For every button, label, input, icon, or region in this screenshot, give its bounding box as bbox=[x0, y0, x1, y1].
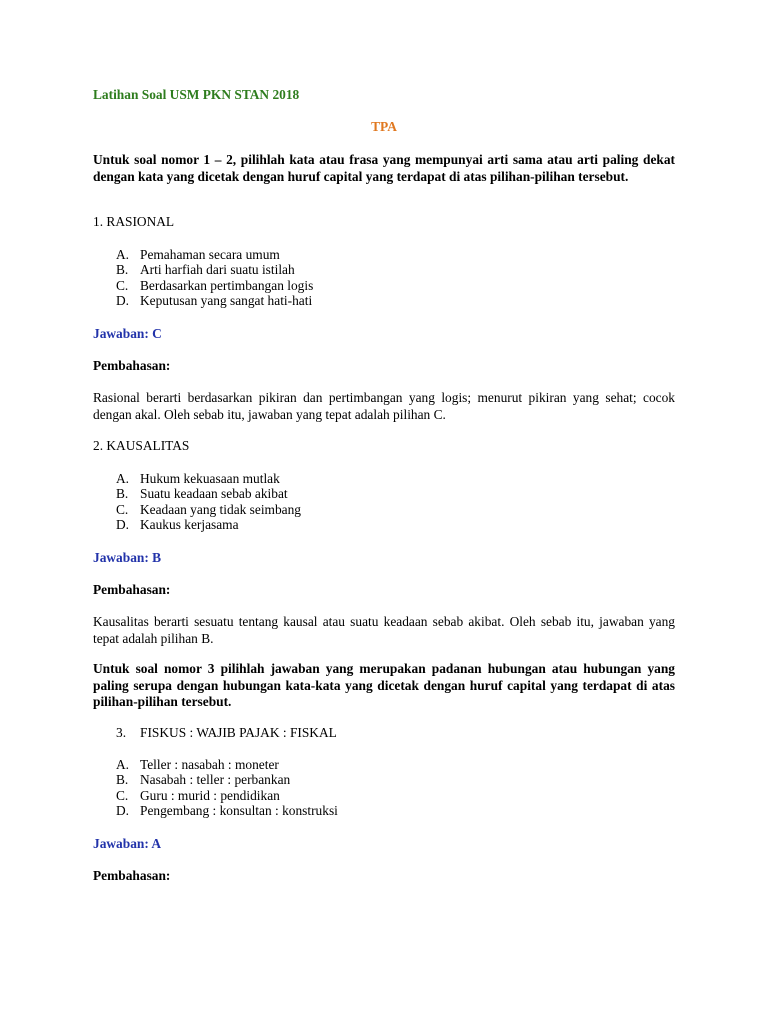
instruction-2: Untuk soal nomor 3 pilihlah jawaban yang merupakan padanan hubungan atau hubungan yang paling serupa dengan hubungan kata-kata yang dicetak dengan huruf capital yang terdapat di atas pilihan-pilihan tersebut. bbox=[93, 661, 675, 709]
document-title: Latihan Soal USM PKN STAN 2018 bbox=[93, 87, 300, 102]
option-text: Pengembang : konsultan : konstruksi bbox=[140, 802, 338, 818]
option-text: Arti harfiah dari suatu istilah bbox=[140, 262, 295, 278]
question-1-options bbox=[93, 247, 675, 308]
option-text: Pemahaman secara umum bbox=[140, 247, 280, 262]
option-letter: D. bbox=[116, 292, 130, 308]
option-letter: C. bbox=[116, 787, 129, 803]
instruction-1: Untuk soal nomor 1 – 2, pilihlah kata atau frasa yang mempunyai arti sama atau arti paling dekat dengan kata yang dicetak dengan huruf capital yang terdapat di atas pilihan-pilihan tersebut. bbox=[93, 152, 675, 184]
option-text: Keadaan yang tidak seimbang bbox=[140, 501, 302, 517]
option-letter: B. bbox=[116, 486, 129, 502]
question-1-discussion: Rasional berarti berdasarkan pikiran dan pertimbangan yang logis; menurut pikiran yang sehat; cocok dengan akal. Oleh sebab itu, jawaban yang tepat adalah pilihan C. bbox=[93, 390, 675, 422]
option-letter: C. bbox=[116, 501, 129, 517]
question-2-discussion: Kausalitas berarti sesuatu tentang kausal atau suatu keadaan sebab akibat. Oleh sebab itu, jawaban yang tepat adalah pilihan B. bbox=[93, 614, 675, 646]
option-d bbox=[93, 293, 675, 308]
option-text: Suatu keadaan sebab akibat bbox=[140, 486, 288, 502]
option-a bbox=[93, 757, 675, 772]
option-letter: C. bbox=[116, 277, 129, 293]
question-3-options bbox=[93, 757, 675, 818]
option-c bbox=[93, 502, 675, 517]
option-letter: A. bbox=[116, 757, 130, 772]
option-letter: A. bbox=[116, 471, 130, 486]
option-letter: B. bbox=[116, 772, 129, 788]
option-b bbox=[93, 772, 675, 787]
question-3-number: 3. bbox=[116, 725, 127, 740]
option-letter: D. bbox=[116, 516, 130, 532]
question-1-answer: Jawaban: C bbox=[93, 326, 162, 341]
option-text: Berdasarkan pertimbangan logis bbox=[140, 277, 314, 293]
option-b bbox=[93, 262, 675, 277]
option-letter: A. bbox=[116, 247, 130, 262]
option-b bbox=[93, 486, 675, 501]
option-letter: D. bbox=[116, 802, 130, 818]
section-heading: TPA bbox=[371, 119, 397, 134]
option-text: Hukum kekuasaan mutlak bbox=[140, 471, 280, 486]
question-2-options bbox=[93, 471, 675, 532]
option-d bbox=[93, 517, 675, 532]
question-1-heading: 1. RASIONAL bbox=[93, 214, 175, 229]
option-a bbox=[93, 471, 675, 486]
option-letter: B. bbox=[116, 262, 129, 278]
option-text: Nasabah : teller : perbankan bbox=[140, 772, 291, 788]
question-2-discussion-label: Pembahasan: bbox=[93, 582, 171, 597]
question-3-text: FISKUS : WAJIB PAJAK : FISKAL bbox=[140, 725, 337, 740]
question-2-answer: Jawaban: B bbox=[93, 550, 162, 565]
option-c bbox=[93, 788, 675, 803]
option-text: Keputusan yang sangat hati-hati bbox=[140, 292, 313, 308]
option-c bbox=[93, 278, 675, 293]
option-text: Guru : murid : pendidikan bbox=[140, 787, 280, 803]
option-text: Kaukus kerjasama bbox=[140, 516, 239, 532]
question-3-discussion-label: Pembahasan: bbox=[93, 868, 171, 883]
question-3-answer: Jawaban: A bbox=[93, 836, 162, 851]
question-3-heading bbox=[93, 725, 698, 742]
question-2-heading: 2. KAUSALITAS bbox=[93, 438, 190, 453]
option-a bbox=[93, 247, 675, 262]
option-text: Teller : nasabah : moneter bbox=[140, 757, 279, 772]
option-d bbox=[93, 803, 675, 818]
question-1-discussion-label: Pembahasan: bbox=[93, 358, 171, 373]
